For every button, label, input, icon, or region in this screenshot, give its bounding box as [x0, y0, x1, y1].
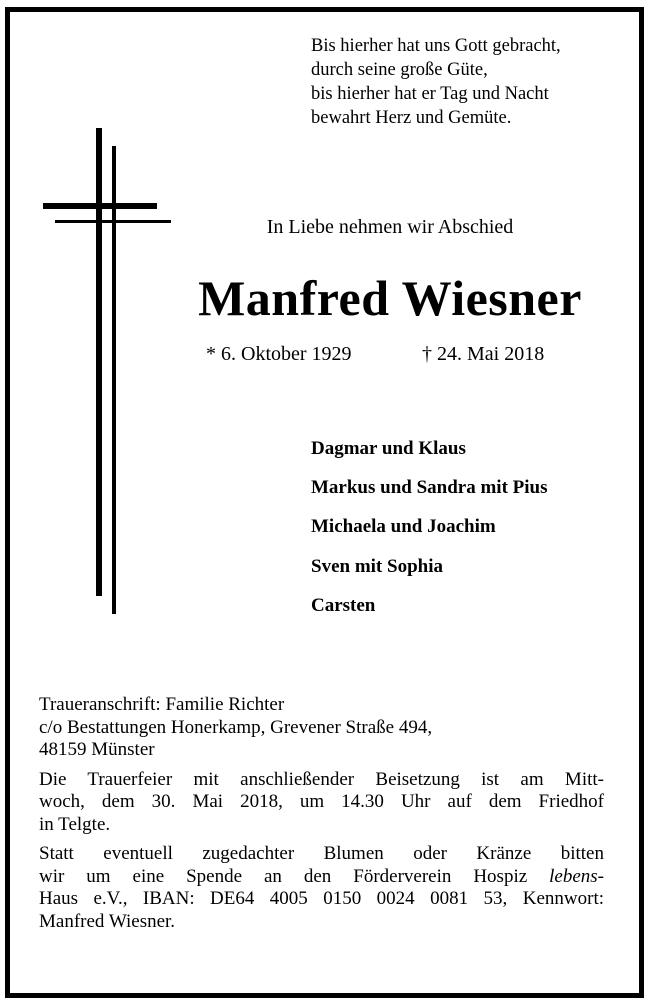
mourner-entry: Carsten	[311, 594, 376, 616]
ceremony-line: Die Trauerfeier mit anschließender Beisetzung ist am Mitt-	[39, 768, 604, 790]
obituary-details	[39, 694, 604, 933]
donation-line: Statt eventuell zugedachter Blumen oder Kränze bitten	[39, 843, 604, 864]
address-line: Traueranschrift: Familie Richter	[39, 694, 285, 715]
donation-line: Haus e.V., IBAN: DE64 4005 0150 0024 0081 53, Kennwort:	[39, 888, 604, 909]
mourner-entry: Dagmar und Klaus	[311, 438, 466, 459]
death-date: † 24. Mai 2018	[422, 343, 545, 365]
poem-line: durch seine große Güte,	[311, 60, 488, 80]
mourner-entry: Markus und Sandra mit Pius	[311, 477, 548, 499]
mourners-list	[311, 436, 631, 632]
poem-line: bis hierher hat er Tag und Nacht	[311, 84, 549, 104]
poem-verse	[311, 34, 611, 130]
poem-line: Bis hierher hat uns Gott gebracht,	[311, 36, 561, 56]
farewell-intro: In Liebe nehmen wir Abschied	[266, 216, 514, 238]
birth-date: * 6. Oktober 1929	[206, 343, 352, 365]
poem-line: bewahrt Herz und Gemüte.	[311, 108, 512, 128]
donation-line	[39, 866, 604, 889]
address-line: c/o Bestattungen Honerkamp, Grevener Straße 494,	[39, 716, 433, 738]
address-line: 48159 Münster	[39, 739, 155, 760]
donation-text: wir um eine Spende an den Förderverein Hospiz	[39, 865, 550, 887]
donation-line: Manfred Wiesner.	[39, 910, 176, 932]
mourner-entry: Sven mit Sophia	[311, 555, 443, 577]
ceremony-line: in Telgte.	[39, 813, 111, 835]
ceremony-line: woch, dem 30. Mai 2018, um 14.30 Uhr auf dem Friedhof	[39, 791, 604, 812]
mourner-entry: Michaela und Joachim	[311, 516, 496, 538]
donation-italic-text: lebens-	[549, 865, 604, 887]
deceased-name: Manfred Wiesner	[198, 270, 582, 326]
